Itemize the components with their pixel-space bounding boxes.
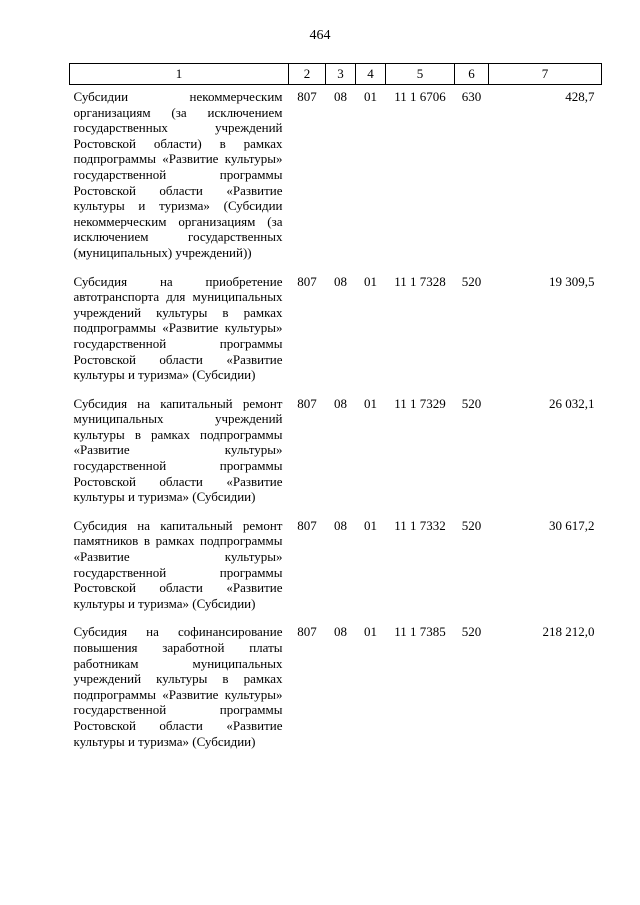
header-col-5: 5 bbox=[386, 64, 455, 85]
row-name: Субсидия на капитальный ремонт муниципальных учреждений культуры в рамках подпрограммы «Развитие культуры» государственной программы Ростовской области «Развитие культуры и туризма» (Субсидии) bbox=[73, 395, 283, 505]
budget-table bbox=[69, 63, 602, 758]
row-ministry-code: 807 bbox=[297, 517, 317, 533]
row-subsection-code: 01 bbox=[364, 517, 377, 533]
row-expense-type: 520 bbox=[461, 624, 482, 640]
header-row bbox=[70, 64, 602, 85]
row-subsection-code: 01 bbox=[364, 273, 377, 289]
row-subsection-code: 01 bbox=[364, 624, 377, 640]
header-col-3: 3 bbox=[326, 64, 356, 85]
table-row bbox=[70, 620, 602, 758]
row-section-code: 08 bbox=[334, 395, 347, 411]
table-row bbox=[70, 270, 602, 392]
row-expense-type: 520 bbox=[461, 273, 482, 289]
row-target-code: 11 1 7385 bbox=[394, 624, 446, 640]
row-name: Субсидия на приобретение автотранспорта для муниципальных учреждений культуры в рамках подпрограммы «Развитие культуры» государственной программы Ростовской области «Развитие культуры и туризма» (Субсидии) bbox=[73, 273, 283, 383]
row-subsection-code: 01 bbox=[364, 395, 377, 411]
row-amount: 218 212,0 bbox=[542, 624, 595, 640]
row-target-code: 11 1 7332 bbox=[394, 517, 446, 533]
row-expense-type: 520 bbox=[461, 395, 482, 411]
row-section-code: 08 bbox=[334, 517, 347, 533]
header-col-2: 2 bbox=[289, 64, 326, 85]
row-amount: 428,7 bbox=[565, 89, 595, 104]
row-ministry-code: 807 bbox=[297, 273, 317, 289]
row-subsection-code: 01 bbox=[364, 89, 377, 104]
table-row bbox=[70, 514, 602, 621]
page-number: 464 bbox=[309, 28, 331, 43]
table-header bbox=[70, 64, 602, 85]
row-section-code: 08 bbox=[334, 89, 347, 104]
table-body bbox=[70, 85, 602, 759]
header-col-6: 6 bbox=[455, 64, 489, 85]
row-section-code: 08 bbox=[334, 624, 347, 640]
row-amount: 30 617,2 bbox=[549, 517, 595, 533]
row-target-code: 11 1 7328 bbox=[394, 273, 446, 289]
row-name: Субсидии некоммерческим организациям (за исключением государственных учреждений Ростовской области) в рамках подпрограммы «Развитие культуры» государственной программы Ростовской области «Развитие культуры и туризма» (Субсидии некоммерческим организациям (за исключением государственных (муниципальных) учреждений)) bbox=[73, 89, 283, 260]
row-expense-type: 520 bbox=[461, 517, 482, 533]
header-col-4: 4 bbox=[356, 64, 386, 85]
row-name: Субсидия на софинансирование повышения заработной платы работникам муниципальных учреждений культуры в рамках подпрограммы «Развитие культуры» государственной программы Ростовской области «Развитие культуры и туризма» (Субсидии) bbox=[73, 624, 283, 749]
row-section-code: 08 bbox=[334, 273, 347, 289]
header-col-7: 7 bbox=[489, 64, 602, 85]
row-amount: 26 032,1 bbox=[549, 395, 595, 411]
row-amount: 19 309,5 bbox=[549, 273, 595, 289]
row-target-code: 11 1 7329 bbox=[394, 395, 446, 411]
table-row bbox=[70, 392, 602, 514]
row-expense-type: 630 bbox=[461, 89, 482, 104]
row-ministry-code: 807 bbox=[297, 395, 317, 411]
table-row bbox=[70, 85, 602, 270]
row-target-code: 11 1 6706 bbox=[394, 89, 446, 104]
row-name: Субсидия на капитальный ремонт памятников в рамках подпрограммы «Развитие культуры» государственной программы Ростовской области «Развитие культуры и туризма» (Субсидии) bbox=[73, 517, 283, 611]
header-col-1: 1 bbox=[70, 64, 289, 85]
row-ministry-code: 807 bbox=[297, 624, 317, 640]
row-ministry-code: 807 bbox=[297, 89, 317, 104]
